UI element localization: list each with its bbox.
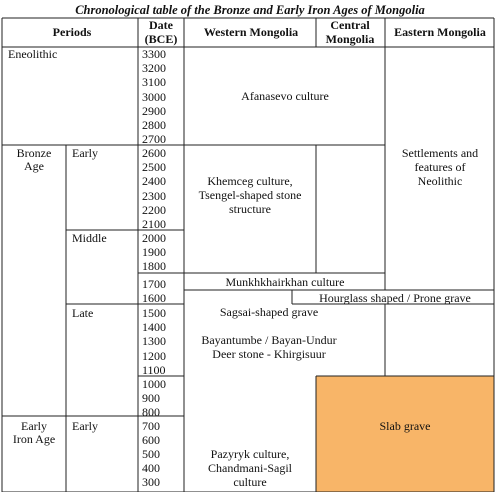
year-cell: 300 bbox=[142, 475, 160, 489]
year-cell: 2300 bbox=[142, 188, 166, 203]
header-central-2: Mongolia bbox=[325, 32, 375, 46]
year-cell: 2800 bbox=[142, 118, 166, 132]
header-eastern: Eastern Mongolia bbox=[394, 25, 486, 39]
year-cell: 900 bbox=[142, 391, 160, 406]
year-cell: 1700 bbox=[142, 277, 166, 291]
culture-khemceg: Khemceg culture, bbox=[207, 174, 293, 188]
year-cell: 1100 bbox=[142, 362, 166, 377]
slab-grave-cell bbox=[316, 376, 494, 492]
culture-settlements-3: Neolithic bbox=[417, 174, 463, 188]
culture-khemceg-3: structure bbox=[229, 202, 271, 216]
year-cell: 2700 bbox=[142, 132, 166, 147]
year-cell: 2900 bbox=[142, 103, 166, 118]
year-cell: 2600 bbox=[142, 146, 166, 160]
header-central: Central bbox=[330, 18, 370, 32]
year-cell: 2100 bbox=[142, 217, 166, 231]
year-cell: 1200 bbox=[142, 348, 166, 363]
year-cell: 2000 bbox=[142, 231, 166, 245]
culture-afanasevo: Afanasevo culture bbox=[241, 89, 329, 103]
culture-deer-stone: Deer stone - Khirgisuur bbox=[212, 347, 326, 361]
culture-hourglass: Hourglass shaped / Prone grave bbox=[319, 291, 471, 305]
year-cell: 800 bbox=[142, 405, 160, 420]
culture-sagsai: Sagsai-shaped grave bbox=[219, 305, 319, 319]
year-cell: 500 bbox=[142, 447, 160, 461]
table-title: Chronological table of the Bronze and Early Iron Ages of Mongolia bbox=[75, 3, 425, 17]
year-cell: 1800 bbox=[142, 259, 166, 274]
year-cell: 1400 bbox=[142, 320, 166, 335]
period-iron-2: Iron Age bbox=[12, 432, 56, 446]
subperiod-iron-early: Early bbox=[72, 419, 98, 433]
culture-munkhkhairkhan: Munkhkhairkhan culture bbox=[225, 275, 345, 289]
year-cell: 1300 bbox=[142, 334, 166, 349]
year-cell: 3100 bbox=[142, 75, 166, 90]
period-iron: Early bbox=[21, 419, 47, 433]
period-bronze: Bronze bbox=[16, 146, 52, 160]
year-cell: 2200 bbox=[142, 202, 166, 217]
culture-chandmani-2: culture bbox=[233, 475, 267, 489]
culture-pazyryk: Pazyryk culture, bbox=[210, 447, 290, 461]
header-date-unit: (BCE) bbox=[144, 32, 178, 46]
year-cell: 1000 bbox=[142, 377, 166, 391]
year-cell: 700 bbox=[142, 419, 160, 433]
subperiod-early: Early bbox=[72, 146, 98, 160]
header-date: Date bbox=[149, 18, 173, 32]
period-eneolithic: Eneolithic bbox=[8, 47, 58, 61]
year-cell: 3000 bbox=[142, 89, 166, 104]
period-bronze-2: Age bbox=[24, 159, 44, 173]
year-cell: 3300 bbox=[142, 47, 166, 61]
culture-bayantumbe: Bayantumbe / Bayan-Undur bbox=[201, 333, 337, 347]
year-cell: 1900 bbox=[142, 245, 166, 260]
subperiod-late: Late bbox=[72, 306, 94, 320]
culture-khemceg-2: Tsengel-shaped stone bbox=[198, 188, 302, 202]
year-cell: 600 bbox=[142, 433, 160, 447]
year-cell: 400 bbox=[142, 461, 160, 475]
culture-settlements-2: features of bbox=[414, 160, 466, 174]
culture-slab-grave: Slab grave bbox=[379, 419, 431, 433]
subperiod-middle: Middle bbox=[72, 231, 107, 245]
culture-settlements: Settlements and bbox=[401, 146, 479, 160]
header-western: Western Mongolia bbox=[203, 25, 299, 39]
culture-chandmani: Chandmani-Sagil bbox=[208, 461, 292, 475]
header-periods: Periods bbox=[52, 25, 92, 39]
year-cell: 1600 bbox=[142, 291, 166, 306]
year-cell: 3200 bbox=[142, 61, 166, 76]
year-cell: 2400 bbox=[142, 174, 166, 189]
year-cell: 1500 bbox=[142, 306, 166, 320]
year-cell: 2500 bbox=[142, 160, 166, 175]
